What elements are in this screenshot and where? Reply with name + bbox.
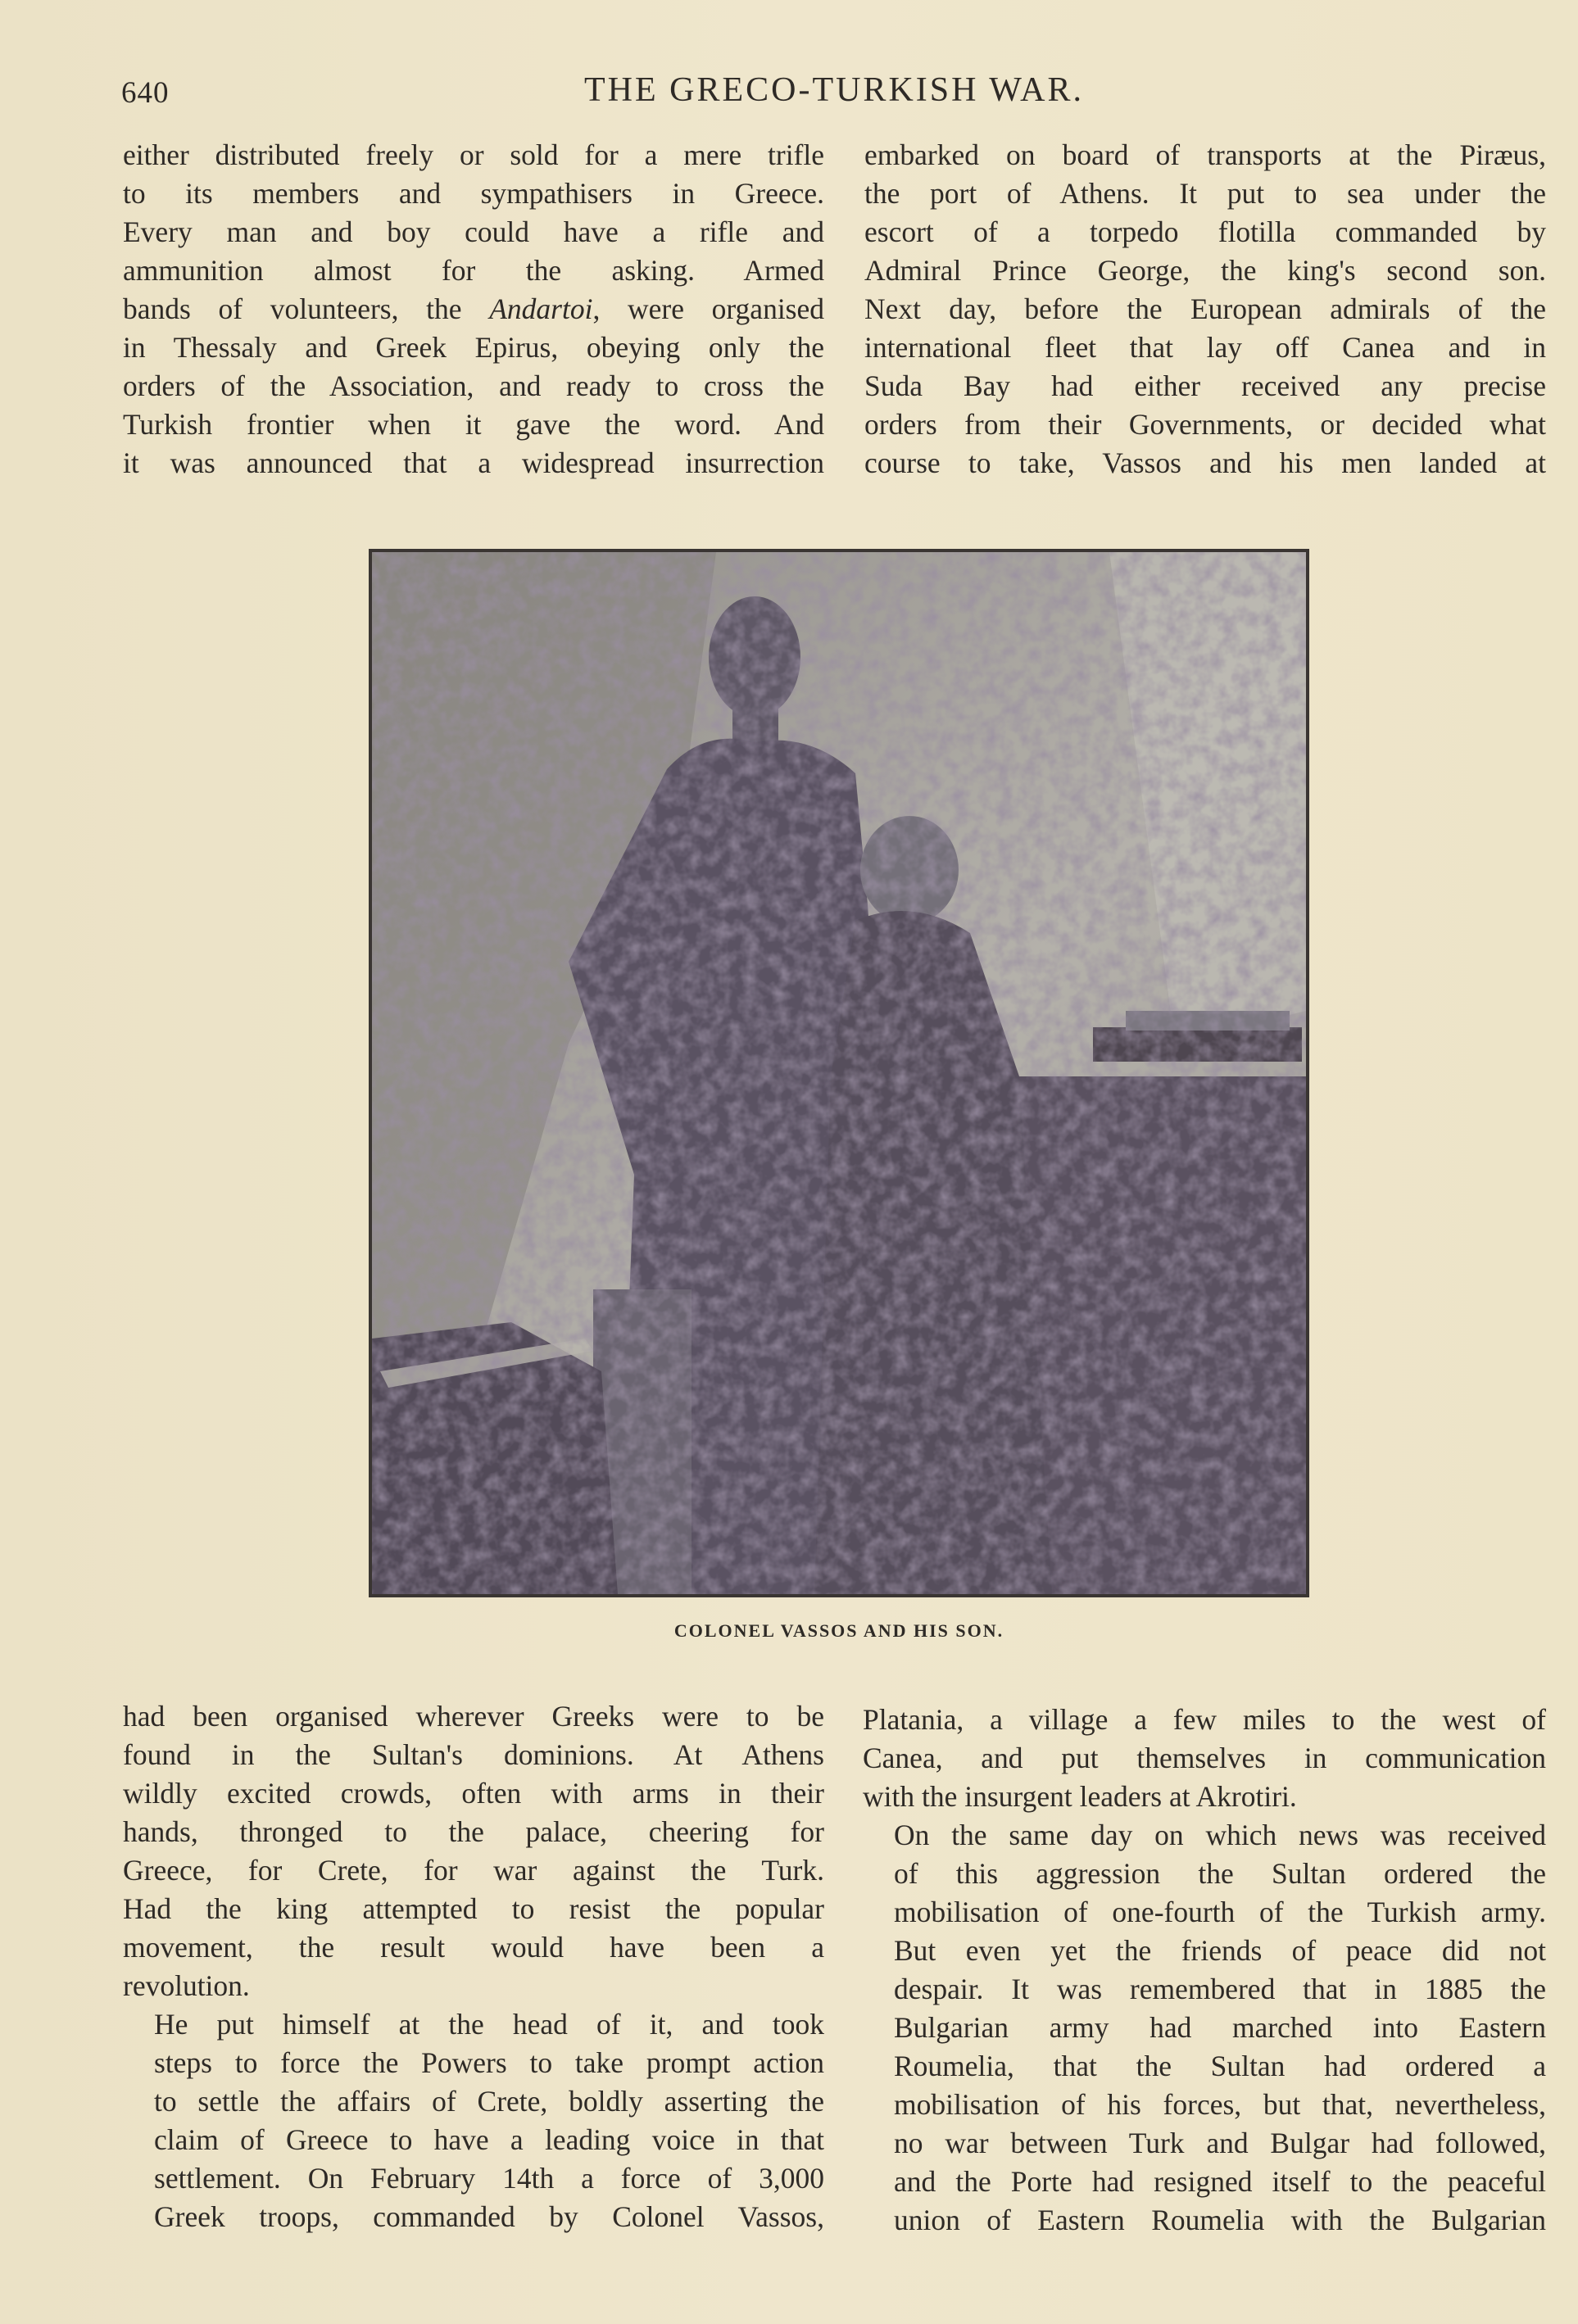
paragraph — [863, 1701, 1546, 1816]
text-line: Turkish frontier when it gave the word. And — [123, 408, 824, 441]
left-column-bottom — [123, 1697, 824, 2236]
halftone-photo-image — [372, 552, 1306, 1594]
text-line-andartoi: bands of volunteers, the Andartoi, were organised — [123, 292, 824, 325]
text-line: the port of Athens. It put to sea under the — [864, 177, 1546, 210]
text-line: claim of Greece to have a leading voice in that — [154, 2123, 824, 2156]
left-column-top — [123, 136, 824, 482]
text-line: union of Eastern Roumelia with the Bulgarian — [894, 2204, 1546, 2236]
figure-caption: COLONEL VASSOS AND HIS SON. — [673, 1620, 1004, 1641]
text-line: Greece, for Crete, for war against the Turk. — [123, 1854, 824, 1887]
text-line: Platania, a village a few miles to the west of — [863, 1703, 1546, 1736]
text-line: orders of the Association, and ready to cross the — [123, 369, 824, 402]
text-line: Roumelia, that the Sultan had ordered a — [894, 2050, 1546, 2082]
paragraph — [123, 136, 824, 482]
text-line: of this aggression the Sultan ordered the — [894, 1857, 1546, 1890]
paragraph — [863, 1816, 1546, 2240]
text-line: no war between Turk and Bulgar had followed, — [894, 2127, 1546, 2159]
text-line: Canea, and put themselves in communication — [863, 1742, 1546, 1774]
page-number: 640 — [121, 76, 170, 110]
paragraph — [123, 2005, 824, 2236]
text-line: either distributed freely or sold for a mere trifle — [123, 138, 824, 171]
text-line: it was announced that a widespread insurrection — [123, 446, 824, 479]
text-line: orders from their Governments, or decided what — [864, 408, 1546, 441]
text-line: Bulgarian army had marched into Eastern — [894, 2011, 1546, 2044]
text-line: revolution. — [123, 1969, 250, 2002]
text-line: hands, thronged to the palace, cheering for — [123, 1815, 824, 1848]
text-line: Suda Bay had either received any precise — [864, 369, 1546, 402]
text-line: ammunition almost for the asking. Armed — [123, 254, 824, 287]
text-line: found in the Sultan's dominions. At Athens — [123, 1738, 824, 1771]
text-line: escort of a torpedo flotilla commanded by — [864, 215, 1546, 248]
text-line: embarked on board of transports at the Piræus, — [864, 138, 1546, 171]
text-line: Greek troops, commanded by Colonel Vassos, — [154, 2200, 824, 2233]
text-line: mobilisation of one-fourth of the Turkish army. — [894, 1896, 1546, 1928]
text-line: course to take, Vassos and his men landed at — [864, 446, 1546, 479]
text-line: had been organised wherever Greeks were to be — [123, 1700, 824, 1733]
text-line: despair. It was remembered that in 1885 the — [894, 1973, 1546, 2005]
page-header — [121, 64, 1547, 113]
text-line: He put himself at the head of it, and took — [154, 2008, 824, 2041]
photograph-colonel-vassos-and-son — [369, 549, 1309, 1597]
right-column-top — [864, 136, 1546, 482]
text-line: movement, the result would have been a — [123, 1931, 824, 1964]
text-line: settlement. On February 14th a force of 3,000 — [154, 2162, 824, 2195]
text-line: to settle the affairs of Crete, boldly asserting the — [154, 2085, 824, 2118]
text-line: Admiral Prince George, the king's second son. — [864, 254, 1546, 287]
running-title: THE GRECO-TURKISH WAR. — [583, 71, 1085, 109]
text-line: wildly excited crowds, often with arms in their — [123, 1777, 824, 1810]
text-line: Every man and boy could have a rifle and — [123, 215, 824, 248]
text-line: with the insurgent leaders at Akrotiri. — [863, 1780, 1297, 1813]
text-line: On the same day on which news was received — [894, 1819, 1546, 1851]
paragraph — [864, 136, 1546, 482]
text-line: to its members and sympathisers in Greece. — [123, 177, 824, 210]
text-line: Had the king attempted to resist the popular — [123, 1892, 824, 1925]
right-column-bottom — [863, 1701, 1546, 2240]
paragraph — [123, 1697, 824, 2005]
text-line: and the Porte had resigned itself to the peaceful — [894, 2165, 1546, 2198]
text-line: mobilisation of his forces, but that, nevertheless, — [894, 2088, 1546, 2121]
text-line: steps to force the Powers to take prompt action — [154, 2046, 824, 2079]
text-line: Next day, before the European admirals of the — [864, 292, 1546, 325]
text-line: in Thessaly and Greek Epirus, obeying only the — [123, 331, 824, 364]
text-line: But even yet the friends of peace did not — [894, 1934, 1546, 1967]
text-line: international fleet that lay off Canea and in — [864, 331, 1546, 364]
